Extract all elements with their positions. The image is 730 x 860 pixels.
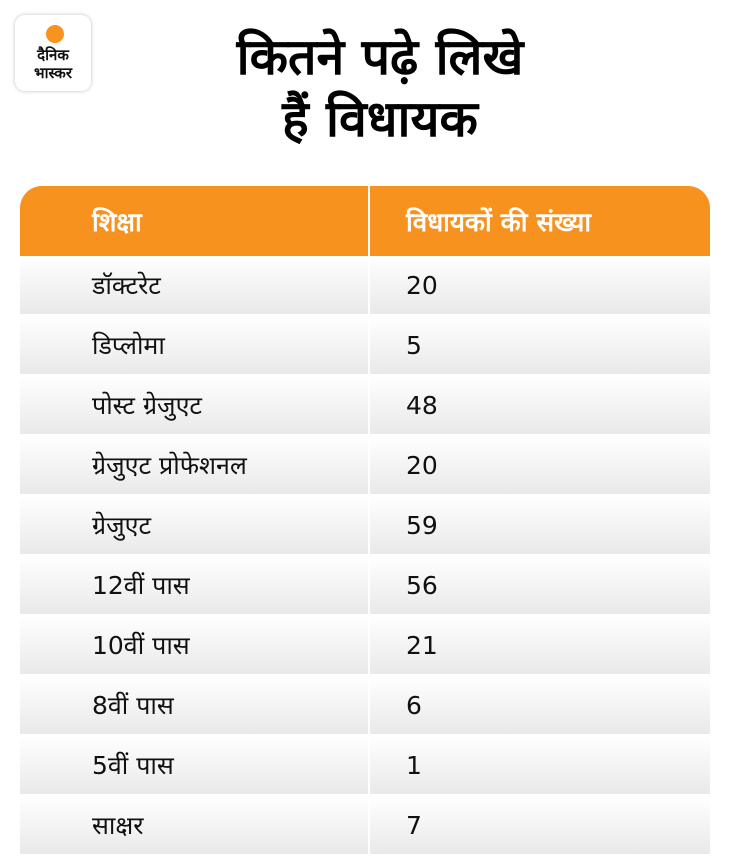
header-count: विधायकों की संख्या — [368, 186, 710, 256]
logo-line-1: दैनिक — [37, 46, 69, 64]
count-cell: 20 — [368, 256, 710, 314]
count-cell: 21 — [368, 616, 710, 674]
education-cell: ग्रेजुएट — [92, 511, 152, 540]
table-row — [20, 556, 710, 614]
education-cell: डॉक्टरेट — [92, 271, 161, 300]
table-row — [20, 736, 710, 794]
header-education: शिक्षा — [92, 208, 142, 238]
education-cell: साक्षर — [92, 811, 144, 840]
count-cell: 6 — [368, 676, 710, 734]
sun-icon — [46, 25, 64, 43]
count-cell: 20 — [368, 436, 710, 494]
education-cell: ग्रेजुएट प्रोफेशनल — [92, 451, 247, 480]
education-cell: 8वीं पास — [92, 691, 174, 720]
table-row — [20, 376, 710, 434]
table-row — [20, 316, 710, 374]
table-row — [20, 796, 710, 854]
table-row — [20, 676, 710, 734]
title-line-1: कितने पढ़े लिखे — [236, 28, 524, 86]
title-line-2: हैं विधायक — [282, 90, 478, 148]
table-row — [20, 256, 710, 314]
table-header — [20, 186, 710, 256]
education-cell: 5वीं पास — [92, 751, 174, 780]
education-cell: 10वीं पास — [92, 631, 190, 660]
table-row — [20, 496, 710, 554]
table-row — [20, 616, 710, 674]
education-cell: पोस्ट ग्रेजुएट — [92, 391, 203, 420]
count-cell: 5 — [368, 316, 710, 374]
education-cell: डिप्लोमा — [92, 331, 165, 360]
count-cell: 7 — [368, 796, 710, 854]
table-body — [20, 256, 710, 854]
education-table — [20, 186, 710, 854]
logo-line-2: भास्कर — [34, 64, 72, 82]
count-cell: 1 — [368, 736, 710, 794]
count-cell: 56 — [368, 556, 710, 614]
count-cell: 59 — [368, 496, 710, 554]
dainik-bhaskar-logo — [15, 15, 91, 91]
education-cell: 12वीं पास — [92, 571, 190, 600]
count-cell: 48 — [368, 376, 710, 434]
page-title — [100, 26, 660, 150]
table-row — [20, 436, 710, 494]
